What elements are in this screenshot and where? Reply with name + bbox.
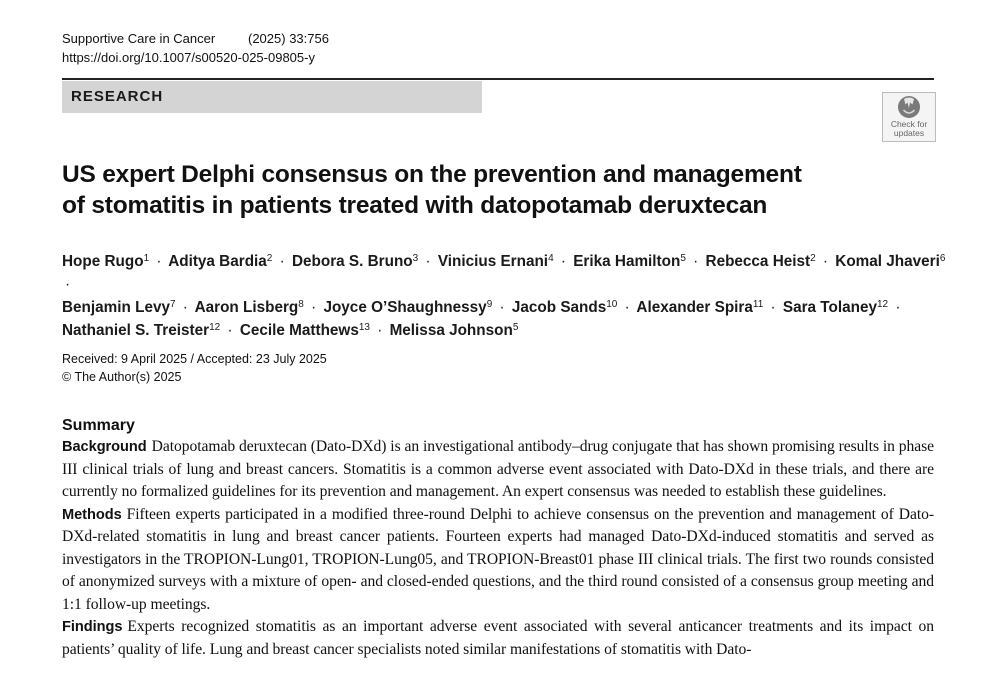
author-affiliation: 9 <box>486 299 493 310</box>
article-dates <box>62 350 327 386</box>
author[interactable] <box>390 322 519 339</box>
author-name: Nathaniel S. Treister <box>62 322 210 339</box>
copyright: © The Author(s) 2025 <box>62 370 182 384</box>
author-separator: · <box>560 253 566 270</box>
author[interactable] <box>168 253 272 270</box>
journal-header <box>62 31 329 46</box>
summary-methods <box>62 504 934 617</box>
author[interactable] <box>195 299 304 316</box>
check-for-updates-badge[interactable] <box>882 92 936 142</box>
author-separator: · <box>499 299 505 316</box>
author-affiliation: 2 <box>266 253 273 264</box>
author-name: Debora S. Bruno <box>291 253 413 270</box>
article-type-band <box>62 81 482 113</box>
author-separator: · <box>377 322 383 339</box>
author-name: Erika Hamilton <box>573 253 681 270</box>
author-separator: · <box>895 299 901 316</box>
author[interactable] <box>573 253 686 270</box>
summary-findings <box>62 616 934 661</box>
doi-link[interactable]: https://doi.org/10.1007/s00520-025-09805-y <box>62 50 315 65</box>
article-title <box>62 159 842 221</box>
author[interactable] <box>835 253 945 270</box>
check-for-updates-text: Check for updates <box>890 119 928 138</box>
author-separator: · <box>311 299 317 316</box>
author[interactable] <box>706 253 816 270</box>
journal-name: Supportive Care in Cancer <box>62 31 216 46</box>
methods-label: Methods <box>62 506 122 523</box>
author[interactable] <box>323 299 492 316</box>
author-name: Joyce O’Shaughnessy <box>323 299 487 316</box>
author-affiliation: 12 <box>876 299 889 310</box>
received-accepted: Received: 9 April 2025 / Accepted: 23 July 2025 <box>62 352 327 366</box>
author-name: Jacob Sands <box>511 299 607 316</box>
author-name: Alexander Spira <box>636 299 753 316</box>
author-separator: · <box>822 253 829 270</box>
background-text: Datopotamab deruxtecan (Dato-DXd) is an investigational antibody–drug conjugate that has shown promising results in phase III clinical trials of lung and breast cancers. Stomatitis is a common adverse event associated with Dato-DXd in these trials, and there are currently no formalized guidelines for its prevention and management. An expert consensus was needed to establish these guidelines. <box>62 438 934 500</box>
author-name: Vinicius Ernani <box>437 253 549 270</box>
author-name: Rebecca Heist <box>705 253 811 270</box>
author-affiliation: 8 <box>298 299 304 310</box>
author-list <box>62 250 947 342</box>
author-separator: · <box>425 253 431 270</box>
author-affiliation: 7 <box>169 299 176 310</box>
author-name: Benjamin Levy <box>62 299 170 316</box>
author-separator: · <box>156 253 162 270</box>
background-label: Background <box>62 439 147 455</box>
findings-label: Findings <box>62 619 123 635</box>
journal-volume: (2025) 33:756 <box>248 31 329 46</box>
summary-section <box>62 416 934 661</box>
author-name: Cecile Matthews <box>239 322 359 339</box>
author-affiliation: 12 <box>209 322 221 333</box>
author-affiliation: 5 <box>680 253 686 264</box>
author-affiliation: 5 <box>512 322 519 333</box>
author-separator: · <box>182 299 188 316</box>
author-affiliation: 10 <box>606 299 618 310</box>
author-affiliation: 11 <box>752 299 764 310</box>
author[interactable] <box>438 253 554 270</box>
author-affiliation: 13 <box>358 322 370 333</box>
author-affiliation: 3 <box>412 253 419 264</box>
author[interactable] <box>292 253 418 270</box>
author-affiliation: 6 <box>939 253 946 264</box>
author[interactable] <box>512 299 618 316</box>
author-separator: · <box>279 253 285 270</box>
findings-text: Experts recognized stomatitis as an important adverse event associated with several anticancer treatments and its impact on patients’ quality of life. Lung and breast cancer specialists noted similar manifestations of stomatitis with Dato- <box>62 618 934 658</box>
summary-background <box>62 436 934 504</box>
author-affiliation: 2 <box>810 253 816 264</box>
methods-text: Fifteen experts participated in a modified three-round Delphi to achieve consensus on the prevention and management of Dato-DXd-related stomatitis in lung and breast cancer patients. Fourteen experts had managed Dato-DXd-induced stomatitis and served as investigators in the TROPION-Lung01, TROPION-Lung05, and TROPION-Breast01 phase III clinical trials. The first two rounds consisted of anonymized surveys with a mixture of open- and closed-ended questions, and the third round consisted of a consensus group meeting and 1:1 follow-up meetings. <box>62 505 934 613</box>
header-rule <box>62 78 934 80</box>
author-separator: · <box>770 299 776 316</box>
article-type-label: RESEARCH <box>71 88 164 105</box>
author[interactable] <box>783 299 888 316</box>
author-separator: · <box>693 253 699 270</box>
author-separator: · <box>624 299 630 316</box>
author[interactable] <box>62 322 220 339</box>
author-separator: · <box>227 322 233 339</box>
check-for-updates-icon <box>897 95 921 119</box>
title-line: of stomatitis in patients treated with datopotamab deruxtecan <box>62 192 768 219</box>
author-name: Komal Jhaveri <box>835 253 940 270</box>
author[interactable] <box>62 299 176 316</box>
author-name: Hope Rugo <box>62 253 144 270</box>
author-name: Aaron Lisberg <box>194 299 299 316</box>
summary-heading: Summary <box>62 417 135 434</box>
author-affiliation: 1 <box>143 253 150 264</box>
author-affiliation: 4 <box>548 253 554 264</box>
author[interactable] <box>62 253 149 270</box>
author-name: Aditya Bardia <box>168 253 267 270</box>
title-line: US expert Delphi consensus on the prevention and management <box>62 161 802 188</box>
author-name: Melissa Johnson <box>389 322 513 339</box>
author[interactable] <box>240 322 370 339</box>
author-name: Sara Tolaney <box>782 299 877 316</box>
author-separator: · <box>65 276 71 293</box>
author[interactable] <box>636 299 763 316</box>
